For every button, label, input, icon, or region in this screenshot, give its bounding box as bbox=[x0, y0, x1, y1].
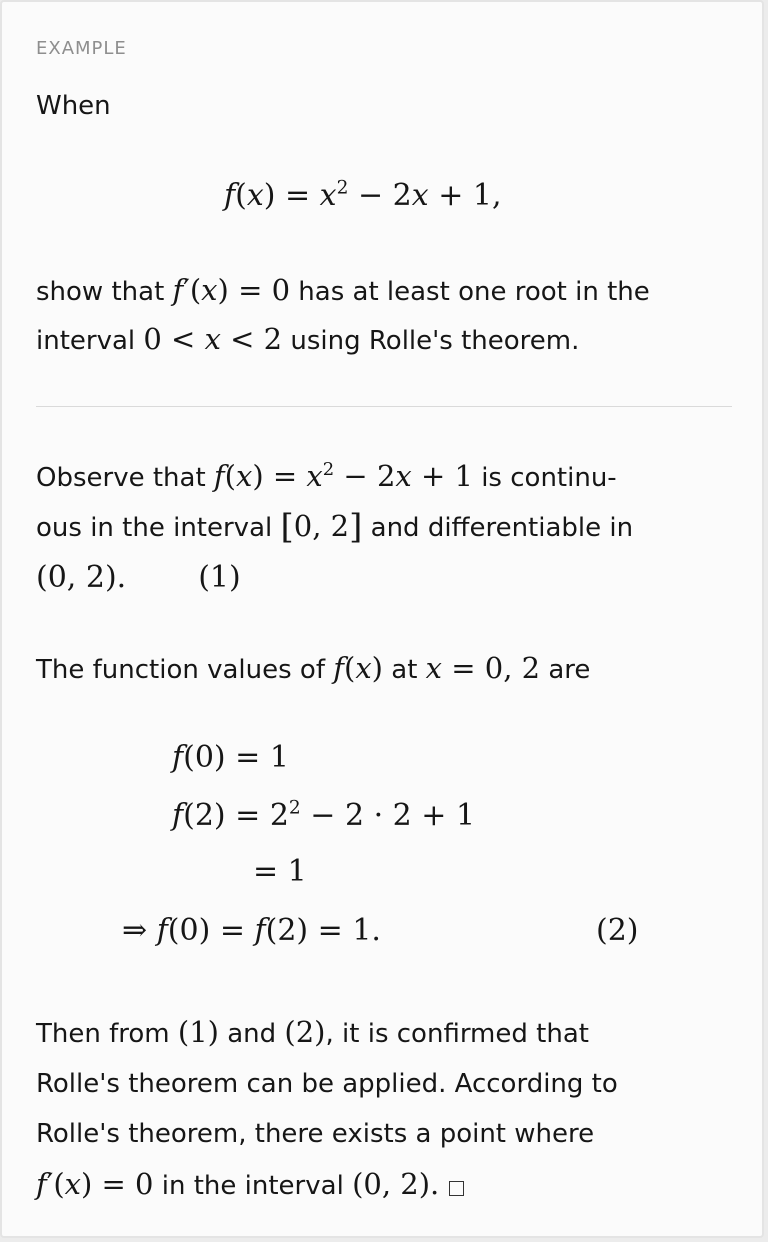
solution-p1-line-3: (0, 2). (1) bbox=[36, 560, 241, 595]
solution-p2: The function values of f(x) at x = 0, 2 are bbox=[36, 651, 591, 685]
equation-f2-result: = 1 bbox=[253, 854, 307, 889]
solution-p1-line-2: ous in the interval [0, 2] and differentiable in bbox=[36, 507, 634, 547]
equation-f2: $f(2) = 2^2 - 2 \cdot 2 + 1$ bbox=[172, 797, 476, 833]
equation-f0: f(0) = 1 bbox=[172, 740, 289, 775]
solution-p3-line-1: Then from (1) and (2), it is confirmed that bbox=[36, 1015, 589, 1049]
problem-line-2: interval 0 < x < 2 using Rolle's theorem. bbox=[36, 322, 580, 356]
solution-p1-line-1: Observe that $f(x) = x^2 - 2x + 1$ is continu- bbox=[36, 458, 617, 493]
equation-tag-2: (2) bbox=[596, 913, 639, 948]
solution-p3-line-4: f′(x) = 0 in the interval (0, 2). bbox=[36, 1168, 464, 1202]
divider bbox=[36, 406, 732, 407]
problem-intro: When bbox=[36, 91, 111, 121]
problem-line-1: show that f′(x) = 0 has at least one root in the bbox=[36, 273, 650, 307]
solution-p3-line-3: Rolle's theorem, there exists a point where bbox=[36, 1119, 595, 1149]
section-label: EXAMPLE bbox=[36, 38, 127, 59]
solution-p3-line-2: Rolle's theorem can be applied. According to bbox=[36, 1069, 618, 1099]
problem-equation: $f(x) = x^2 - 2x + 1$, bbox=[224, 177, 502, 213]
equation-conclusion: ⇒ f(0) = f(2) = 1. bbox=[122, 913, 381, 948]
end-of-proof-icon bbox=[449, 1181, 464, 1196]
